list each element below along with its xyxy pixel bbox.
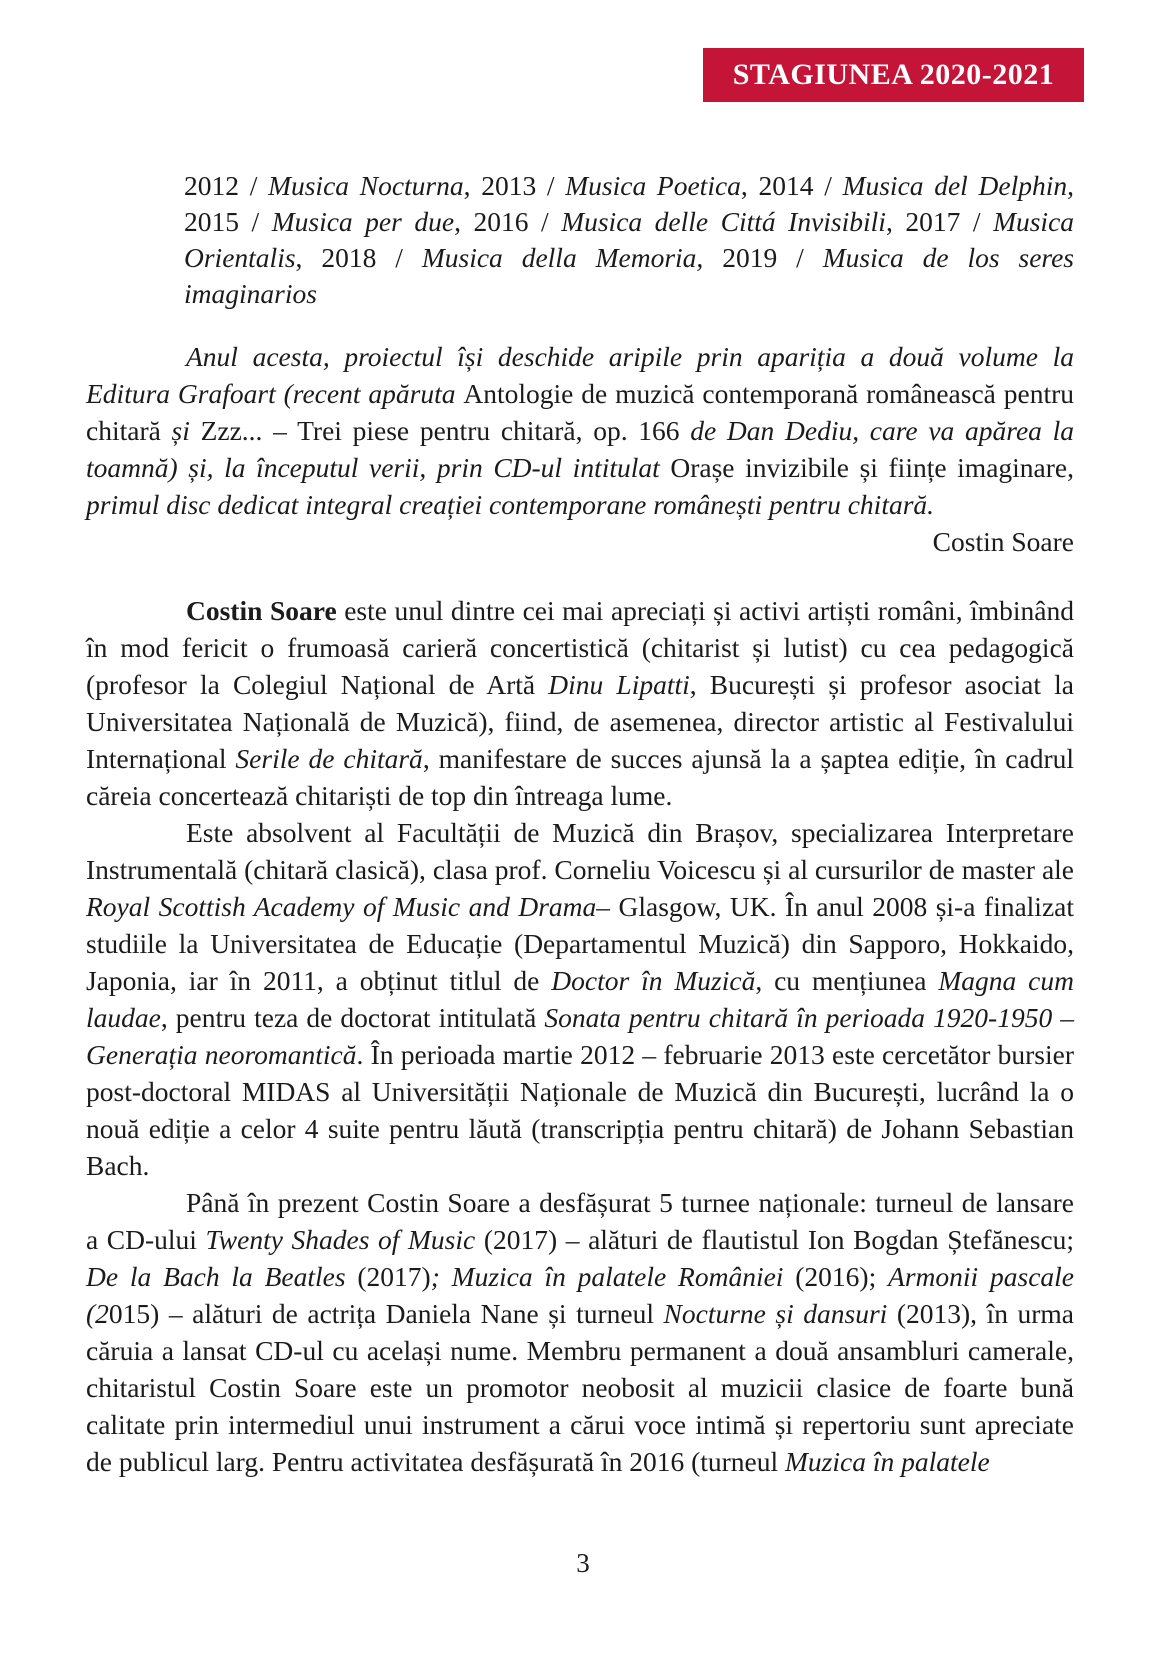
- text-run: 2019 /: [703, 242, 823, 273]
- season-banner-label: STAGIUNEA 2020-2021: [732, 58, 1055, 91]
- text-run: . În perioada martie 2012 – februarie 2013 este cercetător bursier post-doctoral MIDAS al Universității Naționale de Muzică din București, lucrând la o nouă ediție a celor 4 suite pentru lăută (transcripția pentru chitară) de Johann Sebastian Bach.: [86, 1039, 1074, 1181]
- text-run: , București și profesor asociat la Universitatea Națională de Muzică), fiind, de asemenea, director artistic al Festivalului Internațional: [86, 669, 1074, 774]
- text-run: Este absolvent al Facultății de Muzică din Brașov, specializarea Interpretare Instrumentală (chitară clasică), clasa prof. Corneliu Voicescu și al cursurilor de master ale: [86, 817, 1074, 885]
- text-run: 2012 /: [184, 170, 269, 201]
- text-run: Armonii pascale (2: [86, 1261, 1075, 1329]
- text-run: Musica del Delphin: [842, 170, 1068, 201]
- text-run: Musica delle Cittá Invisibili: [561, 206, 886, 237]
- page-number: 3: [576, 1548, 590, 1578]
- text-run: , 2017 /: [885, 206, 994, 237]
- text-run: , pentru teza de doctorat intitulată: [160, 1002, 545, 1033]
- bio-intro: [86, 592, 1074, 814]
- text-run: , manifestare de succes ajunsă la a șaptea ediție, în cadrul căreia concertează chitariști de top din întreaga lume.: [86, 743, 1074, 811]
- bio-education: [86, 814, 1074, 1184]
- text-run: , 2015 /: [184, 170, 1074, 237]
- discography-list: [184, 168, 1074, 312]
- text-run: Musica de los seres imaginarios: [184, 242, 1075, 309]
- text-run: Muzica în palatele: [785, 1446, 990, 1477]
- text-run: ; Muzica în palatele României: [430, 1261, 784, 1292]
- text-run: , 2013 /: [463, 170, 566, 201]
- signature: [86, 523, 1074, 560]
- text-run: , cu mențiunea: [755, 965, 939, 996]
- text-run: și: [171, 415, 190, 446]
- text-run: Musica Orientalis: [184, 206, 1075, 273]
- text-run: Musica della Memoria,: [421, 242, 704, 273]
- text-run: Anul acesta, proiectul își deschide aripile prin apariția a două volume la Editura Grafoart (recent apăruta: [86, 341, 1074, 409]
- text-run: Musica Nocturna: [268, 170, 464, 201]
- text-run: , 2018 /: [295, 242, 422, 273]
- project-announcement: [86, 338, 1074, 523]
- text-run: (2017) – alături de flautistul Ion Bogdan Ștefănescu;: [475, 1224, 1074, 1255]
- text-run: Serile de chitară: [235, 743, 423, 774]
- text-run: Royal Scottish Academy of Music and Drama: [86, 891, 597, 922]
- text-run: Orașe invizibile și ființe imaginare,: [670, 452, 1074, 483]
- text-run: Magna cum laudae: [86, 965, 1074, 1033]
- season-banner: [703, 48, 1084, 102]
- text-run: Zzz... – Trei piese pentru chitară, op. 166: [189, 415, 691, 446]
- text-run: primul disc dedicat integral creației contemporane românești pentru chitară.: [86, 489, 935, 520]
- text-run: Costin Soare: [932, 526, 1074, 557]
- text-run: Musica Poetica: [565, 170, 741, 201]
- text-run: (2016);: [783, 1261, 889, 1292]
- text-run: Costin Soare: [186, 595, 337, 626]
- bio-tours: [86, 1184, 1074, 1480]
- text-run: Antologie de muzică contemporană românească pentru chitară: [86, 378, 1075, 446]
- text-run: , 2014 /: [740, 170, 843, 201]
- text-run: Nocturne și dansuri: [663, 1298, 888, 1329]
- text-run: Twenty Shades of Music: [205, 1224, 476, 1255]
- text-run: Până în prezent Costin Soare a desfășurat 5 turnee naționale: turneul de lansare a CD-ului: [86, 1187, 1074, 1255]
- text-run: , 2016 /: [454, 206, 562, 237]
- text-run: Doctor în Muzică: [551, 965, 756, 996]
- text-run: 015) – alături de actrița Daniela Nane și turneul: [108, 1298, 664, 1329]
- text-run: este unul dintre cei mai apreciați și activi artiști români, îmbinând în mod fericit o frumoasă carieră concertistică (chitarist și lutist) cu cea pedagogică (profesor la Colegiul Național de Artă: [86, 595, 1074, 700]
- text-run: Musica per due: [271, 206, 455, 237]
- text-run: (2013), în urma căruia a lansat CD-ul cu același nume. Membru permanent a două ansambluri camerale, chitaristul Costin Soare este un promotor neobosit al muzicii clasice de foarte bună calitate prin intermediul unui instrument a cărui voce intimă și repertoriu sunt apreciate de publicul larg. Pentru activitatea desfășurată în 2016 (turneul: [86, 1298, 1074, 1477]
- text-run: – Glasgow, UK. În anul 2008 și-a finalizat studiile la Universitatea de Educație (Departamentul Muzică) din Sapporo, Hokkaido, Japonia, iar în 2011, a obținut titlul de: [86, 891, 1074, 996]
- text-run: (2017): [345, 1261, 431, 1292]
- text-run: De la Bach la Beatles: [86, 1261, 346, 1292]
- text-run: Sonata pentru chitară în perioada 1920-1950 – Generația neoromantică: [86, 1002, 1074, 1070]
- text-run: Dinu Lipatti: [548, 669, 690, 700]
- text-run: de Dan Dediu, care va apărea la toamnă) și, la începutul verii, prin CD-ul intitulat: [86, 415, 1074, 483]
- page-body: [86, 168, 1074, 1480]
